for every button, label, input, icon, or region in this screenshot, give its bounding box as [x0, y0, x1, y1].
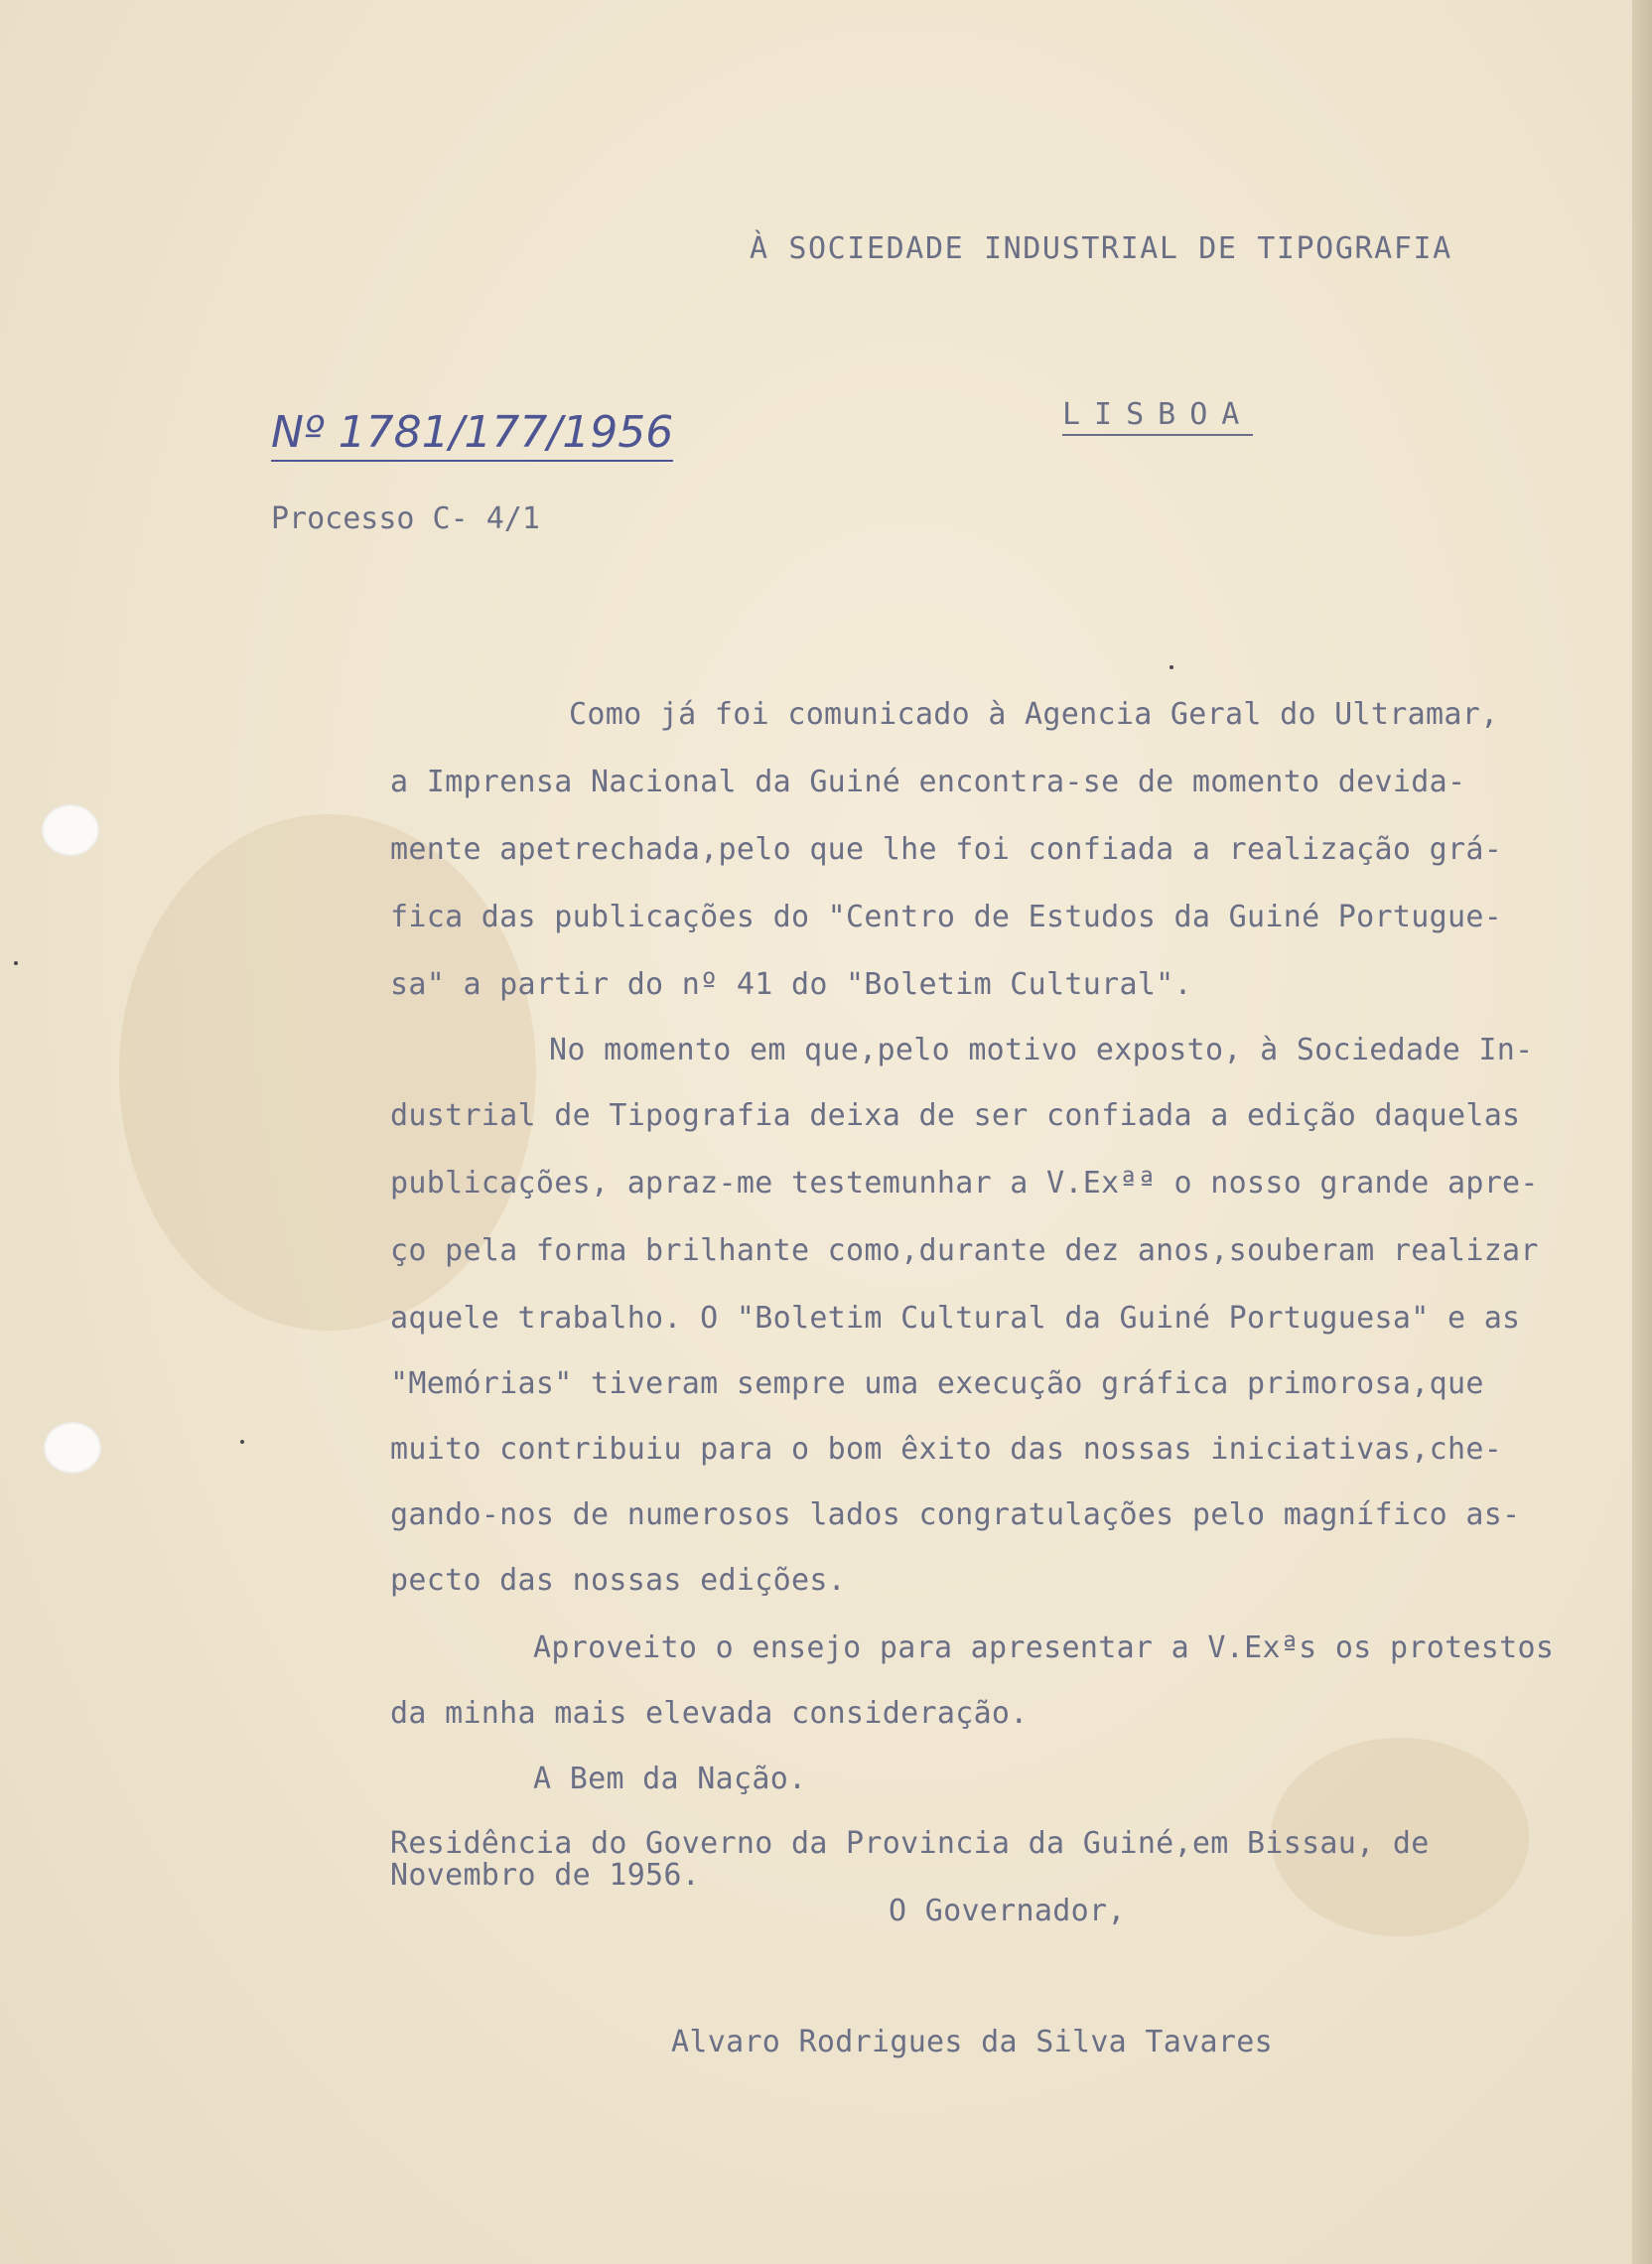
body-line: pecto das nossas edições. [390, 1563, 847, 1598]
closing-salutation: A Bem da Nação. [533, 1762, 807, 1796]
body-line: a Imprensa Nacional da Guiné encontra-se de momento devida- [390, 765, 1466, 799]
body-line: muito contribuiu para o bom êxito das nossas iniciativas,che- [390, 1432, 1503, 1467]
ink-speck [14, 961, 18, 965]
body-line: dustrial de Tipografia deixa de ser confiada a edição daquelas [390, 1098, 1521, 1133]
body-line: gando-nos de numerosos lados congratulações pelo magnífico as- [390, 1497, 1521, 1532]
body-line: Aproveito o ensejo para apresentar a V.Exªs os protestos [533, 1630, 1555, 1665]
process-number: Processo C- 4/1 [271, 501, 540, 536]
punch-hole-lower [44, 1422, 101, 1474]
signer-name: Alvaro Rodrigues da Silva Tavares [671, 2025, 1273, 2059]
recipient-line: À SOCIEDADE INDUSTRIAL DE TIPOGRAFIA [750, 231, 1452, 266]
body-line: aquele trabalho. O "Boletim Cultural da Guiné Portuguesa" e as [390, 1301, 1521, 1336]
recipient-city: LISBOA [1062, 397, 1253, 436]
body-line: Como já foi comunicado à Agencia Geral do Ultramar, [569, 697, 1499, 732]
ink-speck [1170, 665, 1173, 669]
body-line: fica das publicações do "Centro de Estudos da Guiné Portugue- [390, 900, 1503, 934]
ink-speck [240, 1440, 244, 1444]
paper-edge [1632, 0, 1652, 2264]
body-line: No momento em que,pelo motivo exposto, à Sociedade In- [549, 1033, 1534, 1067]
body-line: ço pela forma brilhante como,durante dez anos,souberam realizar [390, 1233, 1539, 1268]
signer-title: O Governador, [889, 1894, 1126, 1928]
reference-number: Nº 1781/177/1956 [271, 407, 673, 462]
body-line: "Memórias" tiveram sempre uma execução gráfica primorosa,que [390, 1366, 1484, 1401]
body-line: da minha mais elevada consideração. [390, 1696, 1029, 1731]
body-line: sa" a partir do nº 41 do "Boletim Cultural". [390, 967, 1192, 1002]
body-line: publicações, apraz-me testemunhar a V.Exªª o nosso grande apre- [390, 1166, 1539, 1201]
body-line: mente apetrechada,pelo que lhe foi confiada a realização grá- [390, 832, 1503, 867]
punch-hole-upper [42, 804, 99, 856]
place-date-line: Residência do Governo da Provincia da Guiné,em Bissau, de [390, 1826, 1430, 1861]
place-date-line: Novembro de 1956. [390, 1858, 701, 1893]
